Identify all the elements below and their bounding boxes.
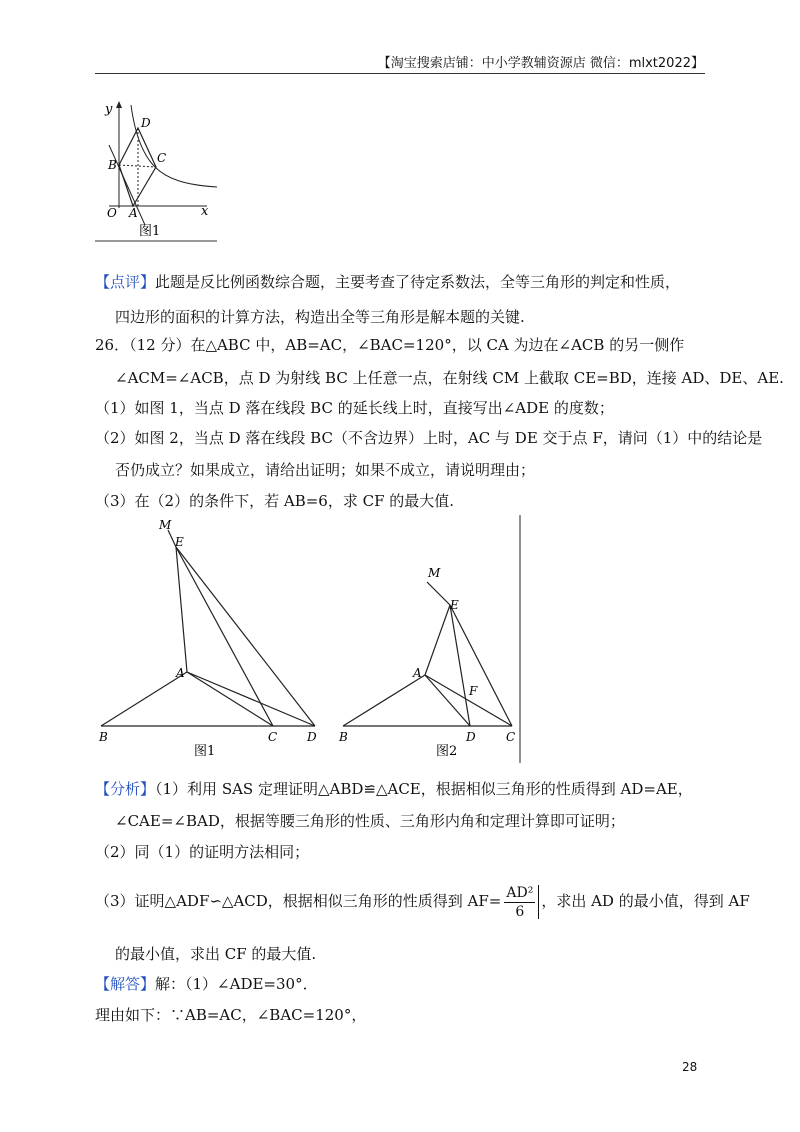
analysis-line-2: ∠CAE=∠BAD，根据等腰三角形的性质、三角形内角和定理计算即可证明；	[115, 812, 625, 830]
problem-part-1: （1）如图 1，当点 D 落在线段 BC 的延长线上时，直接写出∠ADE 的度数；	[95, 399, 614, 417]
page-header: 【淘宝搜索店铺：中小学教辅资源店 微信：mlxt2022】	[377, 56, 704, 71]
analysis-line-4: （3）证明△ADF∽△ACD，根据相似三角形的性质得到 AF= $\frac{\text{AD²}}{6}$ ，求出 AD 的最小值，得到 AF	[95, 884, 750, 920]
geometry-figures	[95, 515, 535, 765]
analysis-tag: 【分析】	[95, 780, 156, 798]
analysis-line-5: 的最小值，求出 CF 的最大值.	[115, 945, 317, 963]
fig1-label-c: C	[268, 730, 278, 744]
answer-tag: 【解答】	[95, 975, 156, 993]
fig1-label-m: M	[159, 518, 172, 532]
fig1-label-e: E	[175, 535, 184, 549]
fig2-label-m: M	[428, 566, 441, 580]
analysis-line-1: 【分析】（1）利用 SAS 定理证明△ABD≌△ACE，根据相似三角形的性质得到 AD=AE，	[95, 780, 693, 798]
label-d: D	[141, 116, 151, 130]
comment-line-1: 【点评】此题是反比例函数综合题，主要考查了待定系数法，全等三角形的判定和性质，	[95, 273, 681, 291]
fig1-label-a: A	[176, 666, 185, 680]
fraction-ad2-over-6: $\frac{\text{AD²}}{6}$	[506, 884, 534, 920]
problem-part-2-line-1: （2）如图 2，当点 D 落在线段 BC（不含边界）上时，AC 与 DE 交于点 F，请问（1）中的结论是	[95, 429, 763, 447]
fig2-label-a: A	[413, 666, 422, 680]
label-y: y	[105, 102, 113, 117]
answer-line-2: 理由如下：∵AB=AC，∠BAC=120°，	[95, 1006, 367, 1024]
hyperbola-figure	[95, 95, 225, 245]
label-b: B	[108, 158, 117, 172]
fig1-segment-bc	[101, 672, 187, 726]
problem-part-3: （3）在（2）的条件下，若 AB=6，求 CF 的最大值.	[95, 492, 455, 510]
page-number: 28	[682, 1060, 698, 1074]
fig1-label-d: D	[307, 730, 317, 744]
label-o: O	[107, 206, 117, 220]
problem-part-2-line-2: 否仍成立？如果成立，请给出证明；如果不成立，请说明理由；	[115, 461, 536, 479]
analysis-line-3: （2）同（1）的证明方法相同；	[95, 843, 310, 861]
fig1-label-b: B	[99, 730, 108, 744]
problem-line-2: ∠ACM=∠ACB，点 D 为射线 BC 上任意一点，在射线 CM 上截取 CE=BD，连接 AD、DE、AE.	[115, 369, 784, 387]
fig2-label-f: F	[469, 684, 478, 698]
fig2-label-d: D	[466, 730, 476, 744]
label-x: x	[201, 204, 209, 219]
comment-tag: 【点评】	[95, 273, 156, 291]
fig2-caption: 图2	[436, 744, 458, 759]
quadrilateral-abcd	[119, 128, 156, 206]
fig2-label-b: B	[339, 730, 348, 744]
problem-line-1: 26．（12 分）在△ABC 中，AB=AC，∠BAC=120°，以 CA 为边在∠ACB 的另一侧作	[95, 336, 685, 354]
label-a: A	[129, 206, 138, 220]
label-c: C	[157, 151, 167, 165]
comment-line-2: 四边形的面积的计算方法，构造出全等三角形是解本题的关键.	[115, 308, 525, 326]
header-rule	[95, 73, 705, 74]
fig1-caption: 图1	[194, 744, 216, 759]
figure1-caption: 图1	[139, 224, 161, 239]
answer-line-1: 【解答】解：（1）∠ADE=30°．	[95, 975, 318, 993]
fig2-label-e: E	[450, 598, 459, 612]
fig2-label-c: C	[506, 730, 516, 744]
